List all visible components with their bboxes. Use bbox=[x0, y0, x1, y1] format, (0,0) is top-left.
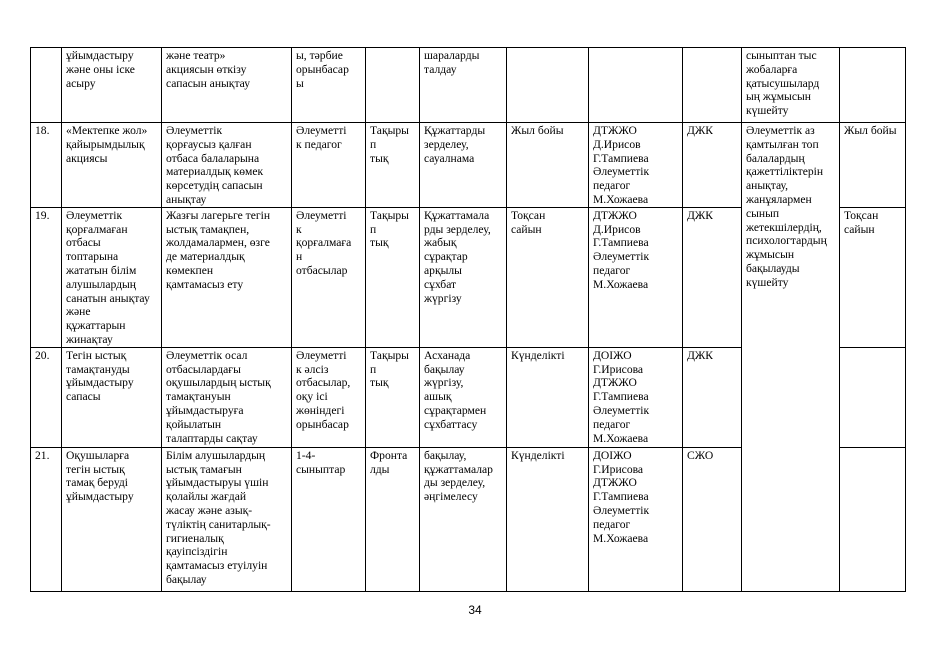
decision-part-1: Әлеуметтік аз қамтылған топ балалардың қажеттіліктерін анықтау, жанұялармен bbox=[746, 124, 824, 206]
event-cell: Әлеуметтік қорғалмаған отбасы топтарына жататын білім алушылардың санатын анықтау және құжаттарын жинақтау bbox=[62, 207, 162, 347]
repeat-cell bbox=[840, 447, 906, 591]
control-type-cell: Тақыры п тық bbox=[366, 123, 420, 208]
period-cell: Күнделікті bbox=[507, 347, 589, 447]
decision-cell bbox=[742, 123, 840, 348]
review-cell bbox=[683, 48, 742, 123]
decision-part-2: сынып жетекшілердің, психологтардың жұмысын бақылауды күшейту bbox=[746, 206, 827, 289]
decision-cell bbox=[742, 347, 840, 591]
review-cell: ДЖК bbox=[683, 207, 742, 347]
responsible-cell: ДОІЖО Г.Ирисова ДТЖЖО Г.Тампиева Әлеуметтік педагог М.Хожаева bbox=[589, 447, 683, 591]
repeat-cell bbox=[840, 48, 906, 123]
control-type-cell: Тақыры п тық bbox=[366, 347, 420, 447]
goal-cell: Білім алушылардың ыстық тамағын ұйымдастыруы үшін қолайлы жағдай жасау және азық- түліктің санитарлық- гигиеналық қауіпсіздігін қамтамасыз етуілуін бақылау bbox=[162, 447, 292, 591]
object-cell: Әлеуметті к педагог bbox=[292, 123, 366, 208]
goal-cell: Жазғы лагерьге тегін ыстық тамақпен, жолдамалармен, өзге де материалдық көмекпен қамтамасыз ету bbox=[162, 207, 292, 347]
control-plan-table bbox=[30, 47, 906, 592]
repeat-cell: Тоқсан сайын bbox=[840, 207, 906, 347]
period-cell: Жыл бойы bbox=[507, 123, 589, 208]
repeat-cell: Жыл бойы bbox=[840, 123, 906, 208]
object-cell: ы, тәрбие орынбасар ы bbox=[292, 48, 366, 123]
event-cell: «Мектепке жол» қайырымдылық акциясы bbox=[62, 123, 162, 208]
control-type-cell: Тақыры п тық bbox=[366, 207, 420, 347]
object-cell: Әлеуметті к қорғалмаға н отбасылар bbox=[292, 207, 366, 347]
responsible-cell bbox=[589, 48, 683, 123]
methods-cell: Құжаттамала рды зерделеу, жабық сұрақтар арқылы сұхбат жүргізу bbox=[420, 207, 507, 347]
table-row bbox=[31, 347, 906, 447]
row-number: 18. bbox=[31, 123, 62, 208]
responsible-cell: ДОІЖО Г.Ирисова ДТЖЖО Г.Тампиева Әлеуметтік педагог М.Хожаева bbox=[589, 347, 683, 447]
row-number bbox=[31, 48, 62, 123]
review-cell: СЖО bbox=[683, 447, 742, 591]
object-cell: 1-4- сыныптар bbox=[292, 447, 366, 591]
row-number: 21. bbox=[31, 447, 62, 591]
row-number: 19. bbox=[31, 207, 62, 347]
object-cell: Әлеуметті к әлсіз отбасылар, оқу ісі жөніндегі орынбасар bbox=[292, 347, 366, 447]
event-cell: Оқушыларға тегін ыстық тамақ беруді ұйымдастыру bbox=[62, 447, 162, 591]
goal-cell: Әлеуметтік осал отбасылардағы оқушылардың ыстық тамақтануын ұйымдастыруға қойылатын талаптарды сақтау bbox=[162, 347, 292, 447]
row-number: 20. bbox=[31, 347, 62, 447]
methods-cell: Асханада бақылау жүргізу, ашық сұрақтармен сұхбаттасу bbox=[420, 347, 507, 447]
responsible-cell: ДТЖЖО Д.Ирисов Г.Тампиева Әлеуметтік педагог М.Хожаева bbox=[589, 207, 683, 347]
period-cell: Күнделікті bbox=[507, 447, 589, 591]
methods-cell: бақылау, құжаттамалар ды зерделеу, әңгімелесу bbox=[420, 447, 507, 591]
table-row bbox=[31, 48, 906, 123]
table-row bbox=[31, 123, 906, 208]
review-cell: ДЖК bbox=[683, 123, 742, 208]
period-cell: Тоқсан сайын bbox=[507, 207, 589, 347]
repeat-cell bbox=[840, 347, 906, 447]
goal-cell: және театр» акциясын өткізу сапасын анықтау bbox=[162, 48, 292, 123]
event-cell: Тегін ыстық тамақтануды ұйымдастыру сапасы bbox=[62, 347, 162, 447]
methods-cell: шараларды талдау bbox=[420, 48, 507, 123]
review-cell: ДЖК bbox=[683, 347, 742, 447]
responsible-cell: ДТЖЖО Д.Ирисов Г.Тампиева Әлеуметтік педагог М.Хожаева bbox=[589, 123, 683, 208]
control-type-cell: Фронта лды bbox=[366, 447, 420, 591]
period-cell bbox=[507, 48, 589, 123]
decision-cell: сыныптан тыс жобаларға қатысушылард ың жұмысын күшейту bbox=[742, 48, 840, 123]
event-cell: ұйымдастыру және оны іске асыру bbox=[62, 48, 162, 123]
methods-cell: Құжаттарды зерделеу, сауалнама bbox=[420, 123, 507, 208]
control-type-cell bbox=[366, 48, 420, 123]
goal-cell: Әлеуметтік қорғаусыз қалған отбаса балаларына материалдық көмек көрсетудің сапасын анықтау bbox=[162, 123, 292, 208]
page-number: 34 bbox=[468, 603, 482, 617]
